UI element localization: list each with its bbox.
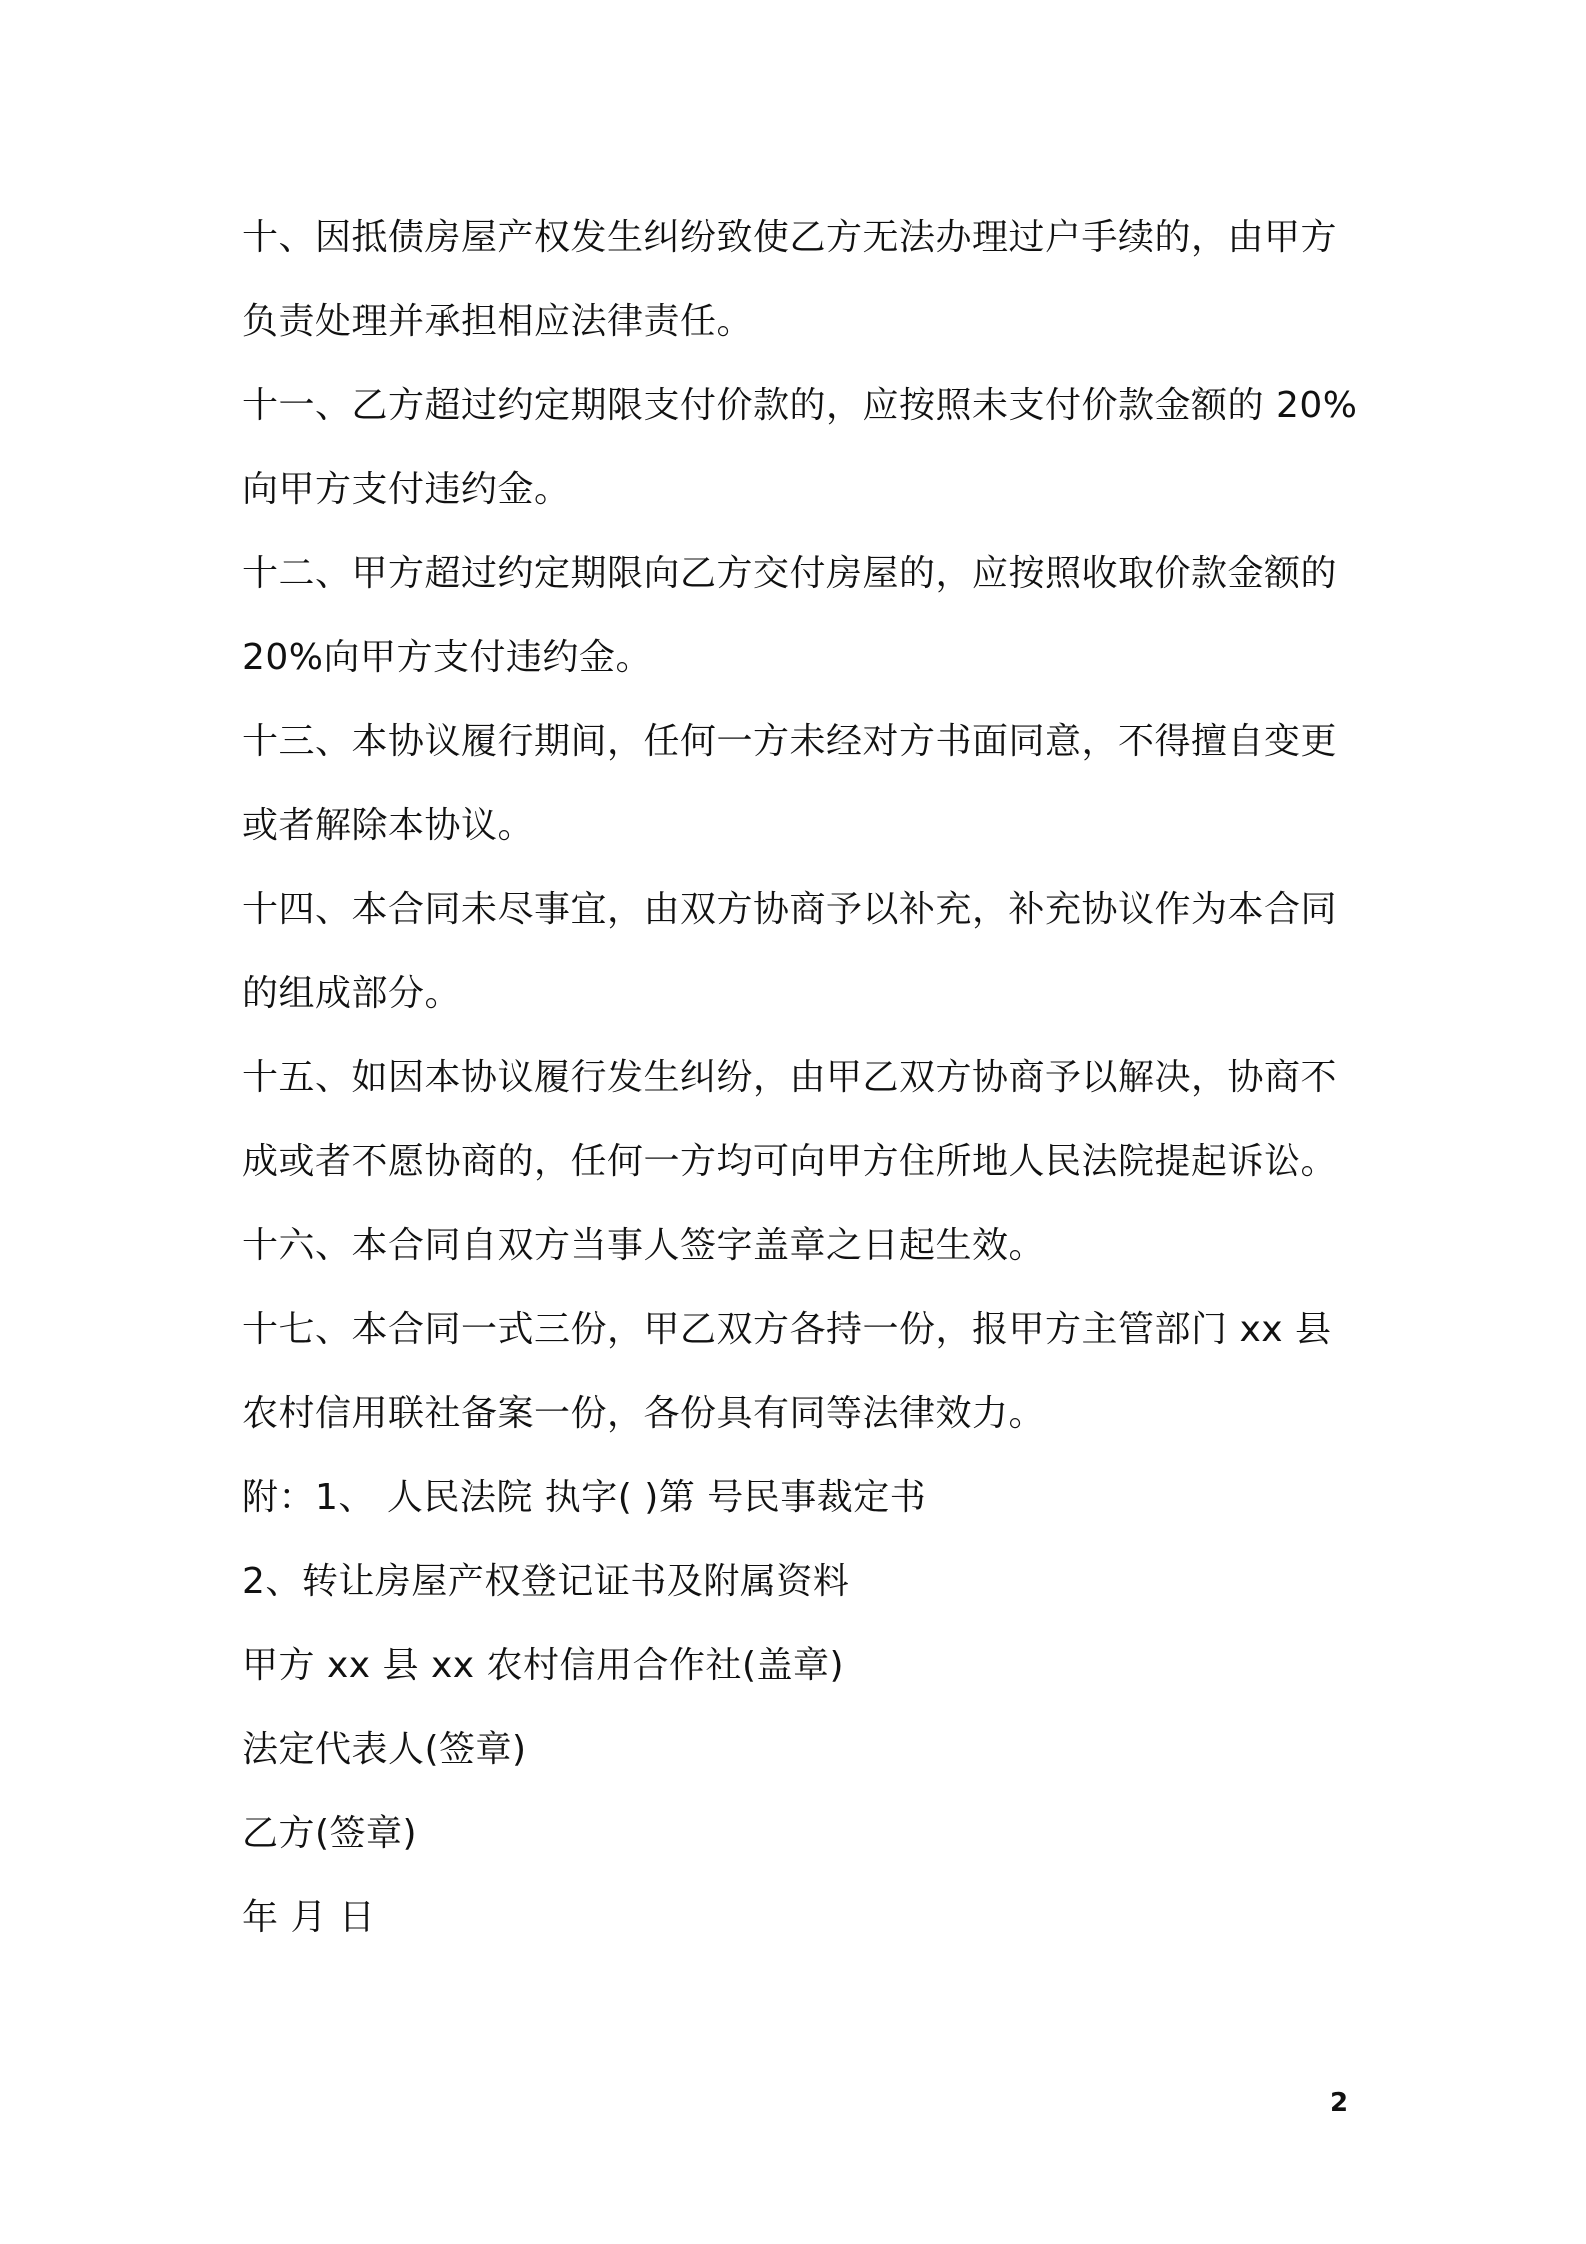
clause-12-line-2: 20%向甲方支付违约金。: [242, 637, 653, 678]
clause-13-line-1: 十三、本协议履行期间，任何一方未经对方书面同意，不得擅自变更: [242, 721, 1338, 762]
party-b-signature: 乙方(签章): [242, 1813, 418, 1854]
document-body: [242, 196, 1364, 1960]
clause-10-line-1: 十、因抵债房屋产权发生纠纷致使乙方无法办理过户手续的，由甲方: [242, 217, 1338, 258]
clause-14-line-1: 十四、本合同未尽事宜，由双方协商予以补充，补充协议作为本合同: [242, 889, 1338, 930]
clause-11-line-1: 十一、乙方超过约定期限支付价款的，应按照未支付价款金额的 20%: [242, 385, 1358, 426]
legal-representative-signature: 法定代表人(签章): [242, 1729, 527, 1770]
clause-15-line-1: 十五、如因本协议履行发生纠纷，由甲乙双方协商予以解决，协商不: [242, 1057, 1338, 1098]
page-number: 2: [1330, 2088, 1349, 2118]
clause-13-line-2: 或者解除本协议。: [242, 805, 535, 846]
clause-17-line-2: 农村信用联社备案一份，各份具有同等法律效力。: [242, 1393, 1046, 1434]
clause-10-line-2: 负责处理并承担相应法律责任。: [242, 301, 754, 342]
clause-11-line-2: 向甲方支付违约金。: [242, 469, 571, 510]
clause-17-line-1: 十七、本合同一式三份，甲乙双方各持一份，报甲方主管部门 xx 县: [242, 1309, 1332, 1350]
party-a-signature: 甲方 xx 县 xx 农村信用合作社(盖章): [242, 1645, 845, 1686]
attachment-1: 附：1、 人民法院 执字( )第 号民事裁定书: [242, 1477, 927, 1518]
clause-12-line-1: 十二、甲方超过约定期限向乙方交付房屋的，应按照收取价款金额的: [242, 553, 1338, 594]
clause-16-line-1: 十六、本合同自双方当事人签字盖章之日起生效。: [242, 1225, 1046, 1266]
attachment-2: 2、转让房屋产权登记证书及附属资料: [242, 1561, 850, 1602]
clause-15-line-2: 成或者不愿协商的，任何一方均可向甲方住所地人民法院提起诉讼。: [242, 1141, 1338, 1182]
clause-14-line-2: 的组成部分。: [242, 973, 462, 1014]
signing-date: 年 月 日: [242, 1897, 376, 1938]
